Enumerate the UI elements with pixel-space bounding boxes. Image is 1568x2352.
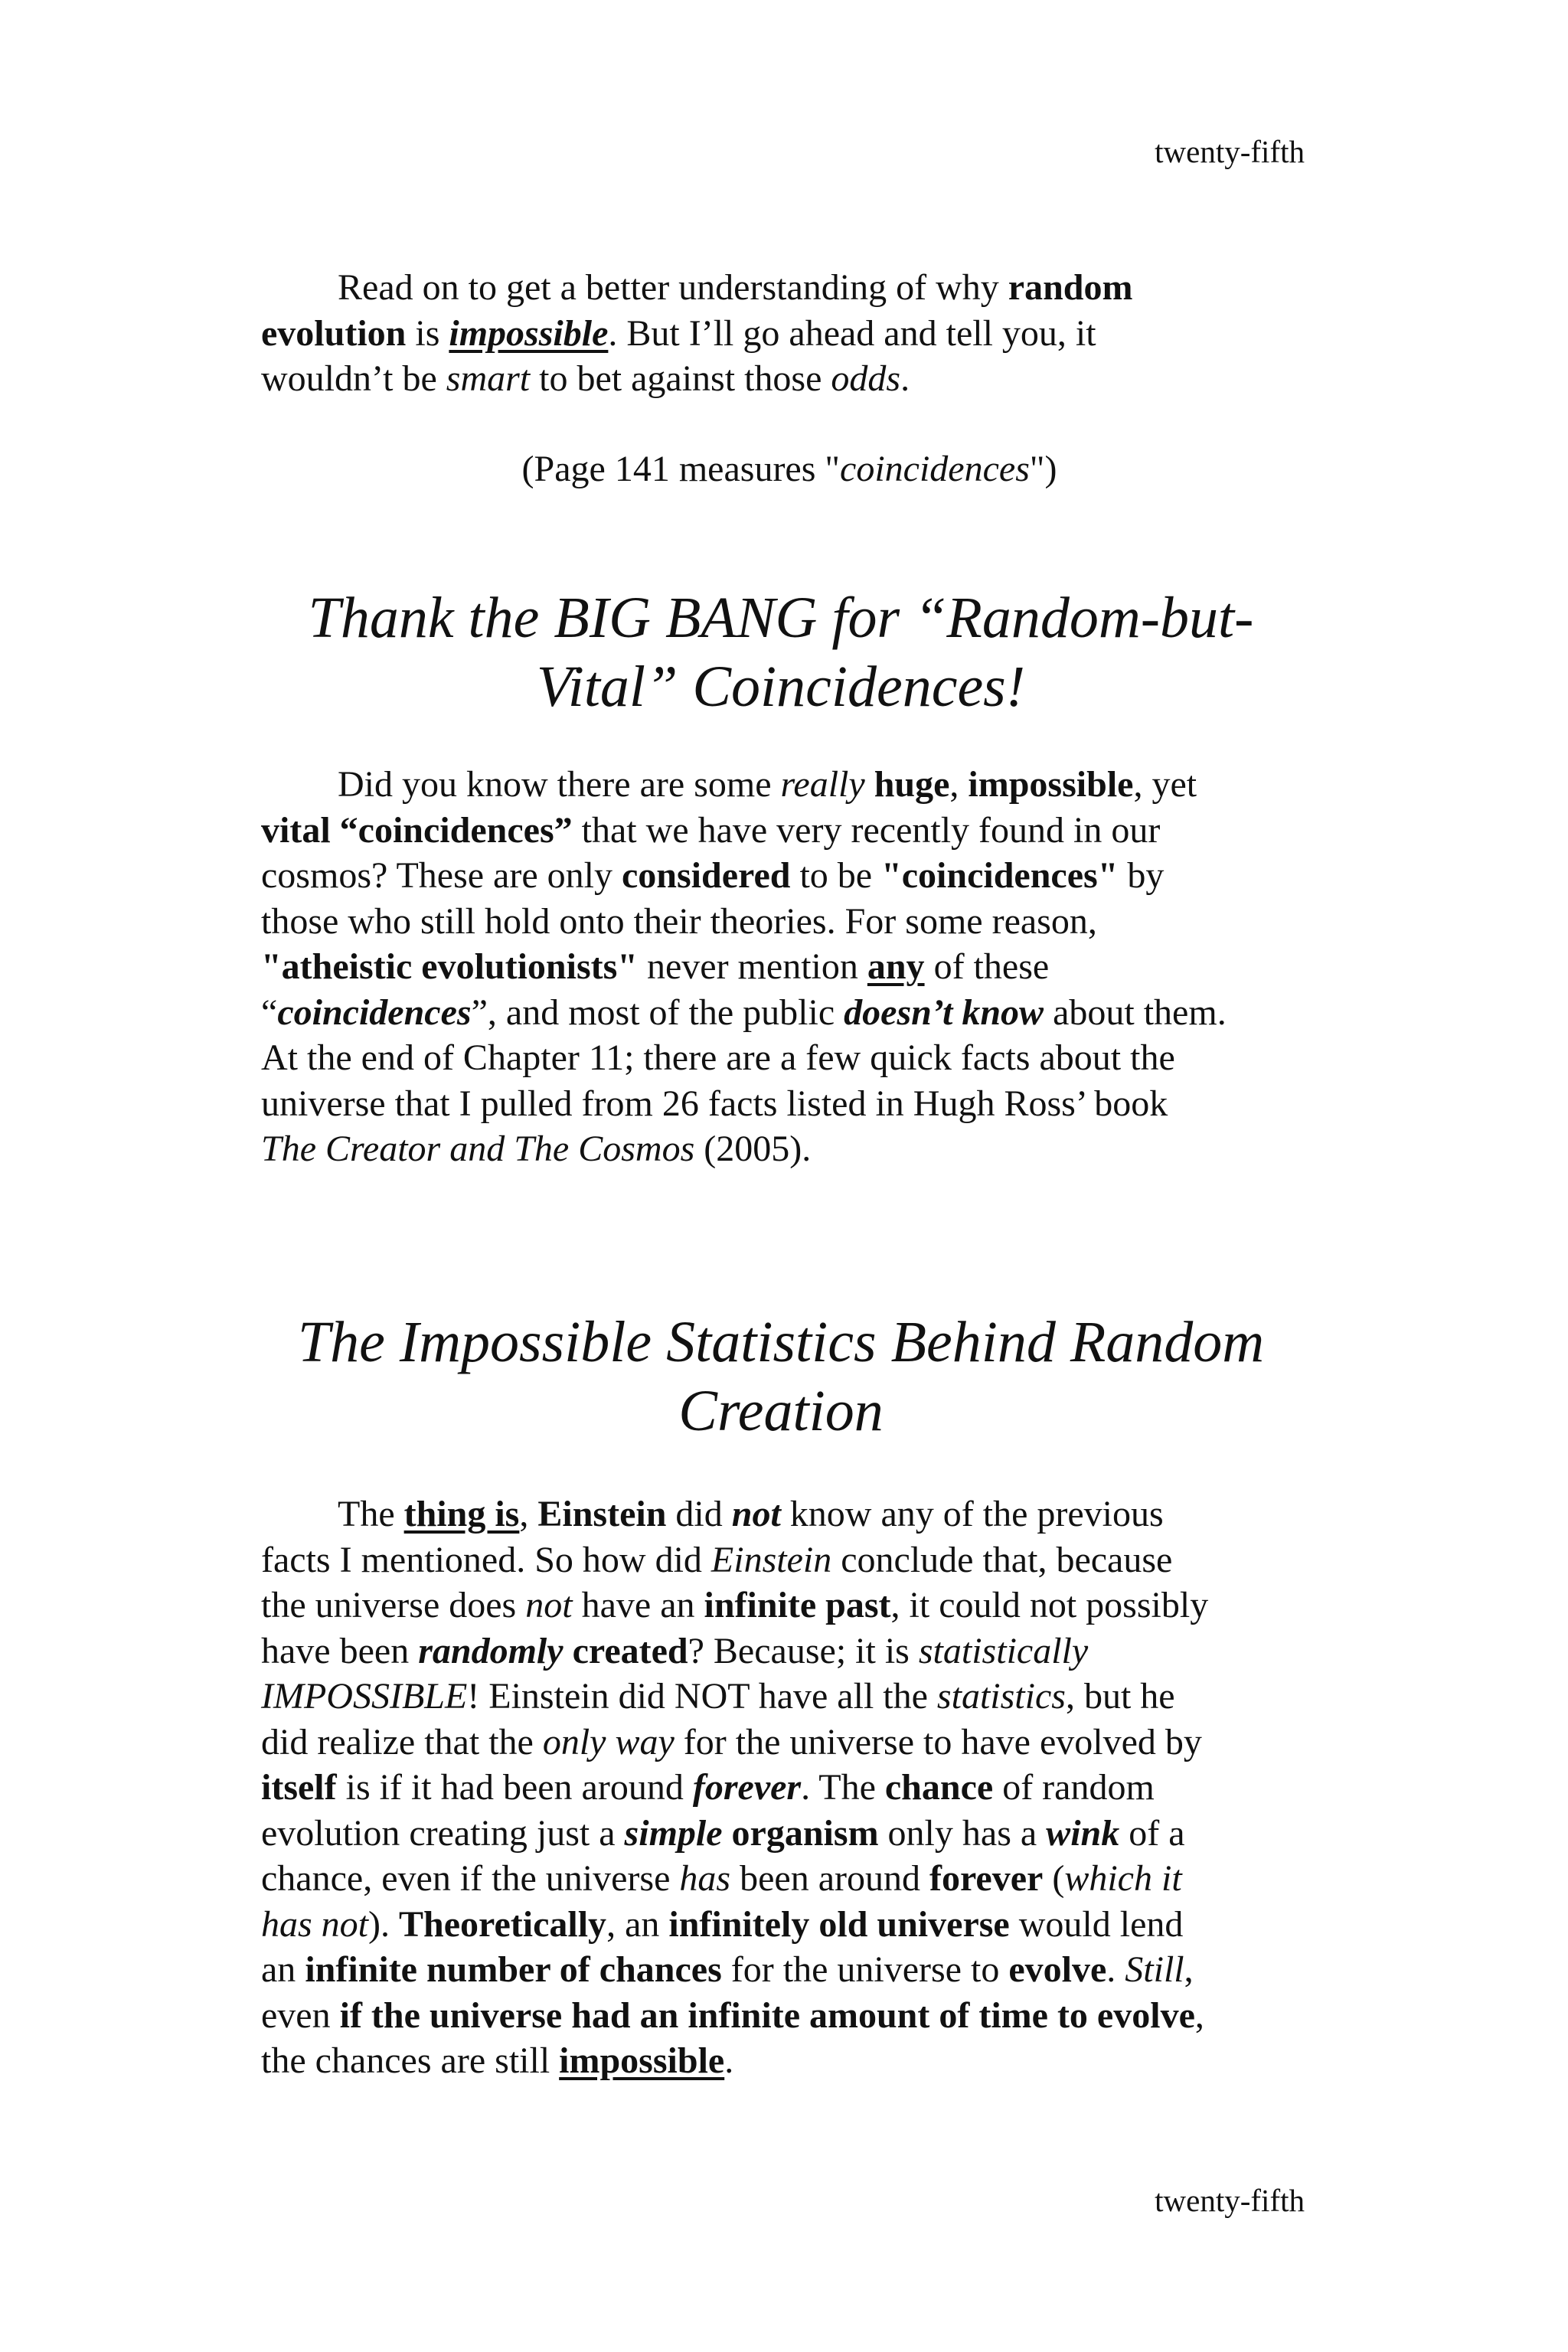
text-run: evolution bbox=[261, 312, 407, 354]
text-run: any bbox=[867, 946, 925, 987]
text-run: , bbox=[519, 1494, 538, 1534]
text-run: of these bbox=[924, 946, 1050, 987]
text-run: infinite past bbox=[704, 1585, 891, 1625]
text-run: cosmos? These are only bbox=[261, 855, 622, 896]
text-run: the universe does bbox=[261, 1585, 526, 1625]
text-run: impossible bbox=[449, 312, 609, 354]
text-run: conclude that, because bbox=[831, 1539, 1173, 1580]
text-run: created bbox=[572, 1630, 688, 1671]
text-run: for the universe to have evolved by bbox=[674, 1721, 1202, 1762]
text-run: to bet against those bbox=[530, 358, 831, 399]
text-run: of random bbox=[993, 1767, 1155, 1808]
text-run: statistically bbox=[918, 1630, 1089, 1671]
text-run: forever bbox=[692, 1767, 802, 1808]
text-run: to be bbox=[790, 855, 882, 896]
text-run: did bbox=[666, 1494, 732, 1534]
text-run bbox=[865, 764, 874, 805]
text-run: about them. bbox=[1044, 991, 1227, 1033]
text-line bbox=[261, 899, 1318, 945]
text-run: only way bbox=[542, 1721, 675, 1762]
text-run: that we have very recently found in our bbox=[572, 809, 1161, 851]
text-run: is if it had been around bbox=[336, 1767, 693, 1808]
text-run: of a bbox=[1119, 1812, 1185, 1854]
section-heading bbox=[222, 1308, 1340, 1446]
text-line bbox=[261, 990, 1318, 1036]
text-line bbox=[261, 944, 1318, 990]
text-run: ). bbox=[368, 1903, 399, 1945]
heading-line: Creation bbox=[678, 1379, 884, 1443]
text-run: only has a bbox=[878, 1812, 1047, 1854]
text-run: Einstein bbox=[710, 1539, 832, 1580]
text-line bbox=[261, 446, 1318, 492]
text-line bbox=[261, 1993, 1318, 2039]
text-run: , yet bbox=[1133, 764, 1197, 805]
text-line bbox=[261, 311, 1318, 357]
text-run: itself bbox=[261, 1767, 337, 1808]
text-run: simple bbox=[624, 1812, 723, 1854]
text-run: Read on to get a better understanding of why bbox=[338, 267, 1008, 308]
text-run: "coincidences" bbox=[881, 855, 1119, 896]
text-run: know any of the previous bbox=[780, 1494, 1164, 1534]
text-run: infinite number of chances bbox=[305, 1949, 722, 1990]
text-run: ? Because; it is bbox=[688, 1630, 919, 1671]
running-foot: twenty-fifth bbox=[1155, 2183, 1305, 2218]
text-run: . But I’ll go ahead and tell you, it bbox=[608, 312, 1096, 354]
text-run: . The bbox=[801, 1767, 885, 1808]
text-run: vital “coincidences” bbox=[261, 809, 573, 851]
text-line bbox=[261, 1674, 1318, 1720]
text-line bbox=[261, 1947, 1318, 1993]
text-run: an bbox=[261, 1949, 305, 1990]
text-run: really bbox=[780, 764, 865, 805]
text-run: has not bbox=[261, 1903, 369, 1945]
text-run: those who still hold onto their theories. For some reason, bbox=[261, 900, 1097, 942]
text-run: , but he bbox=[1065, 1676, 1175, 1717]
text-run bbox=[564, 1631, 573, 1671]
text-run: impossible bbox=[559, 2040, 725, 2081]
text-run: odds bbox=[831, 358, 901, 399]
text-run: coincidences bbox=[840, 449, 1030, 489]
text-run: universe that I pulled from 26 facts listed in Hugh Ross’ book bbox=[261, 1083, 1168, 1124]
text-run: Did you know there are some bbox=[338, 764, 781, 805]
text-run: which it bbox=[1064, 1858, 1182, 1899]
text-run: never mention bbox=[637, 946, 867, 987]
text-line bbox=[261, 1491, 1318, 1537]
text-run: , an bbox=[606, 1903, 669, 1945]
text-run: statistics bbox=[936, 1676, 1066, 1717]
text-run: huge bbox=[874, 764, 950, 805]
text-line bbox=[261, 853, 1318, 899]
text-run: Still bbox=[1125, 1949, 1184, 1990]
text-line bbox=[261, 1765, 1318, 1811]
text-run: coincidences bbox=[277, 991, 472, 1033]
text-run: forever bbox=[929, 1858, 1044, 1899]
text-line bbox=[261, 808, 1318, 854]
text-run: At the end of Chapter 11; there are a few quick facts about the bbox=[261, 1037, 1175, 1078]
text-line bbox=[261, 1856, 1318, 1902]
section-heading bbox=[222, 583, 1340, 721]
text-run: for the universe to bbox=[721, 1949, 1009, 1990]
text-run: . bbox=[724, 2040, 734, 2081]
text-line bbox=[261, 1811, 1318, 1857]
text-run: considered bbox=[621, 855, 791, 896]
text-line bbox=[261, 1902, 1318, 1948]
text-run: not bbox=[525, 1585, 573, 1625]
text-run: smart bbox=[446, 358, 531, 399]
heading-line: Thank the BIG BANG for “Random-but- bbox=[308, 586, 1254, 650]
text-run: , bbox=[1184, 1949, 1194, 1990]
text-run: . bbox=[900, 358, 910, 399]
text-run: have an bbox=[572, 1585, 704, 1625]
text-run: thing is bbox=[403, 1494, 520, 1534]
text-run: been around bbox=[730, 1858, 929, 1899]
intro-paragraph bbox=[261, 265, 1318, 402]
running-head: twenty-fifth bbox=[1155, 134, 1305, 169]
text-line bbox=[261, 1126, 1318, 1172]
text-run: infinitely old universe bbox=[668, 1903, 1010, 1945]
text-run: , it could not possibly bbox=[890, 1585, 1209, 1625]
text-line bbox=[261, 1583, 1318, 1628]
text-run: “ bbox=[261, 991, 278, 1033]
text-run: evolution creating just a bbox=[261, 1812, 625, 1854]
heading-line: Vital” Coincidences! bbox=[536, 655, 1026, 719]
text-run: (2005). bbox=[694, 1129, 812, 1169]
text-line bbox=[261, 1537, 1318, 1583]
text-line bbox=[261, 1035, 1318, 1081]
text-run: if the universe had an infinite amount of time to evolve bbox=[339, 1994, 1195, 2036]
body-paragraph bbox=[261, 1491, 1318, 2084]
text-run: random bbox=[1008, 267, 1133, 308]
text-run: organism bbox=[731, 1812, 879, 1854]
page-reference bbox=[261, 446, 1318, 492]
text-run: "atheistic evolutionists" bbox=[261, 946, 638, 987]
text-run: impossible bbox=[968, 764, 1134, 805]
text-run: IMPOSSIBLE bbox=[261, 1676, 468, 1717]
text-line bbox=[261, 2038, 1318, 2084]
text-run: facts I mentioned. So how did bbox=[261, 1539, 711, 1580]
heading-line: The Impossible Statistics Behind Random bbox=[297, 1310, 1265, 1374]
text-line bbox=[261, 1628, 1318, 1674]
text-run: ”, and most of the public bbox=[471, 991, 844, 1033]
text-run: evolve bbox=[1008, 1949, 1107, 1990]
text-run: chance, even if the universe bbox=[261, 1858, 680, 1899]
text-run: (Page 141 measures " bbox=[521, 449, 841, 489]
text-line bbox=[261, 1720, 1318, 1766]
text-run: would lend bbox=[1009, 1903, 1184, 1945]
text-line bbox=[261, 356, 1318, 402]
text-run: The bbox=[338, 1494, 404, 1534]
text-run: doesn’t know bbox=[844, 991, 1044, 1033]
text-run: The Creator and The Cosmos bbox=[261, 1129, 695, 1169]
text-run: is bbox=[406, 312, 449, 354]
text-line bbox=[261, 1081, 1318, 1127]
text-run: the chances are still bbox=[261, 2040, 560, 2081]
text-line bbox=[261, 762, 1318, 808]
text-run: ") bbox=[1029, 449, 1057, 489]
text-run: Theoretically bbox=[399, 1903, 607, 1945]
text-run: not bbox=[731, 1494, 781, 1534]
text-run: wink bbox=[1046, 1812, 1120, 1854]
text-run: , bbox=[949, 764, 969, 805]
text-run: did realize that the bbox=[261, 1721, 543, 1762]
text-run: ( bbox=[1043, 1858, 1065, 1899]
text-run: has bbox=[679, 1858, 731, 1899]
text-run: , bbox=[1194, 1994, 1204, 2036]
text-run: wouldn’t be bbox=[261, 358, 446, 399]
text-run: . bbox=[1106, 1949, 1125, 1990]
text-run: randomly bbox=[418, 1630, 564, 1671]
text-run: chance bbox=[884, 1767, 994, 1808]
text-run: have been bbox=[261, 1630, 419, 1671]
text-run: even bbox=[261, 1994, 340, 2036]
text-run bbox=[723, 1813, 732, 1854]
text-run: Einstein bbox=[537, 1494, 667, 1534]
text-run: ! Einstein did NOT have all the bbox=[467, 1676, 937, 1717]
text-line bbox=[261, 265, 1318, 311]
body-paragraph bbox=[261, 762, 1318, 1172]
text-run: by bbox=[1118, 855, 1165, 896]
